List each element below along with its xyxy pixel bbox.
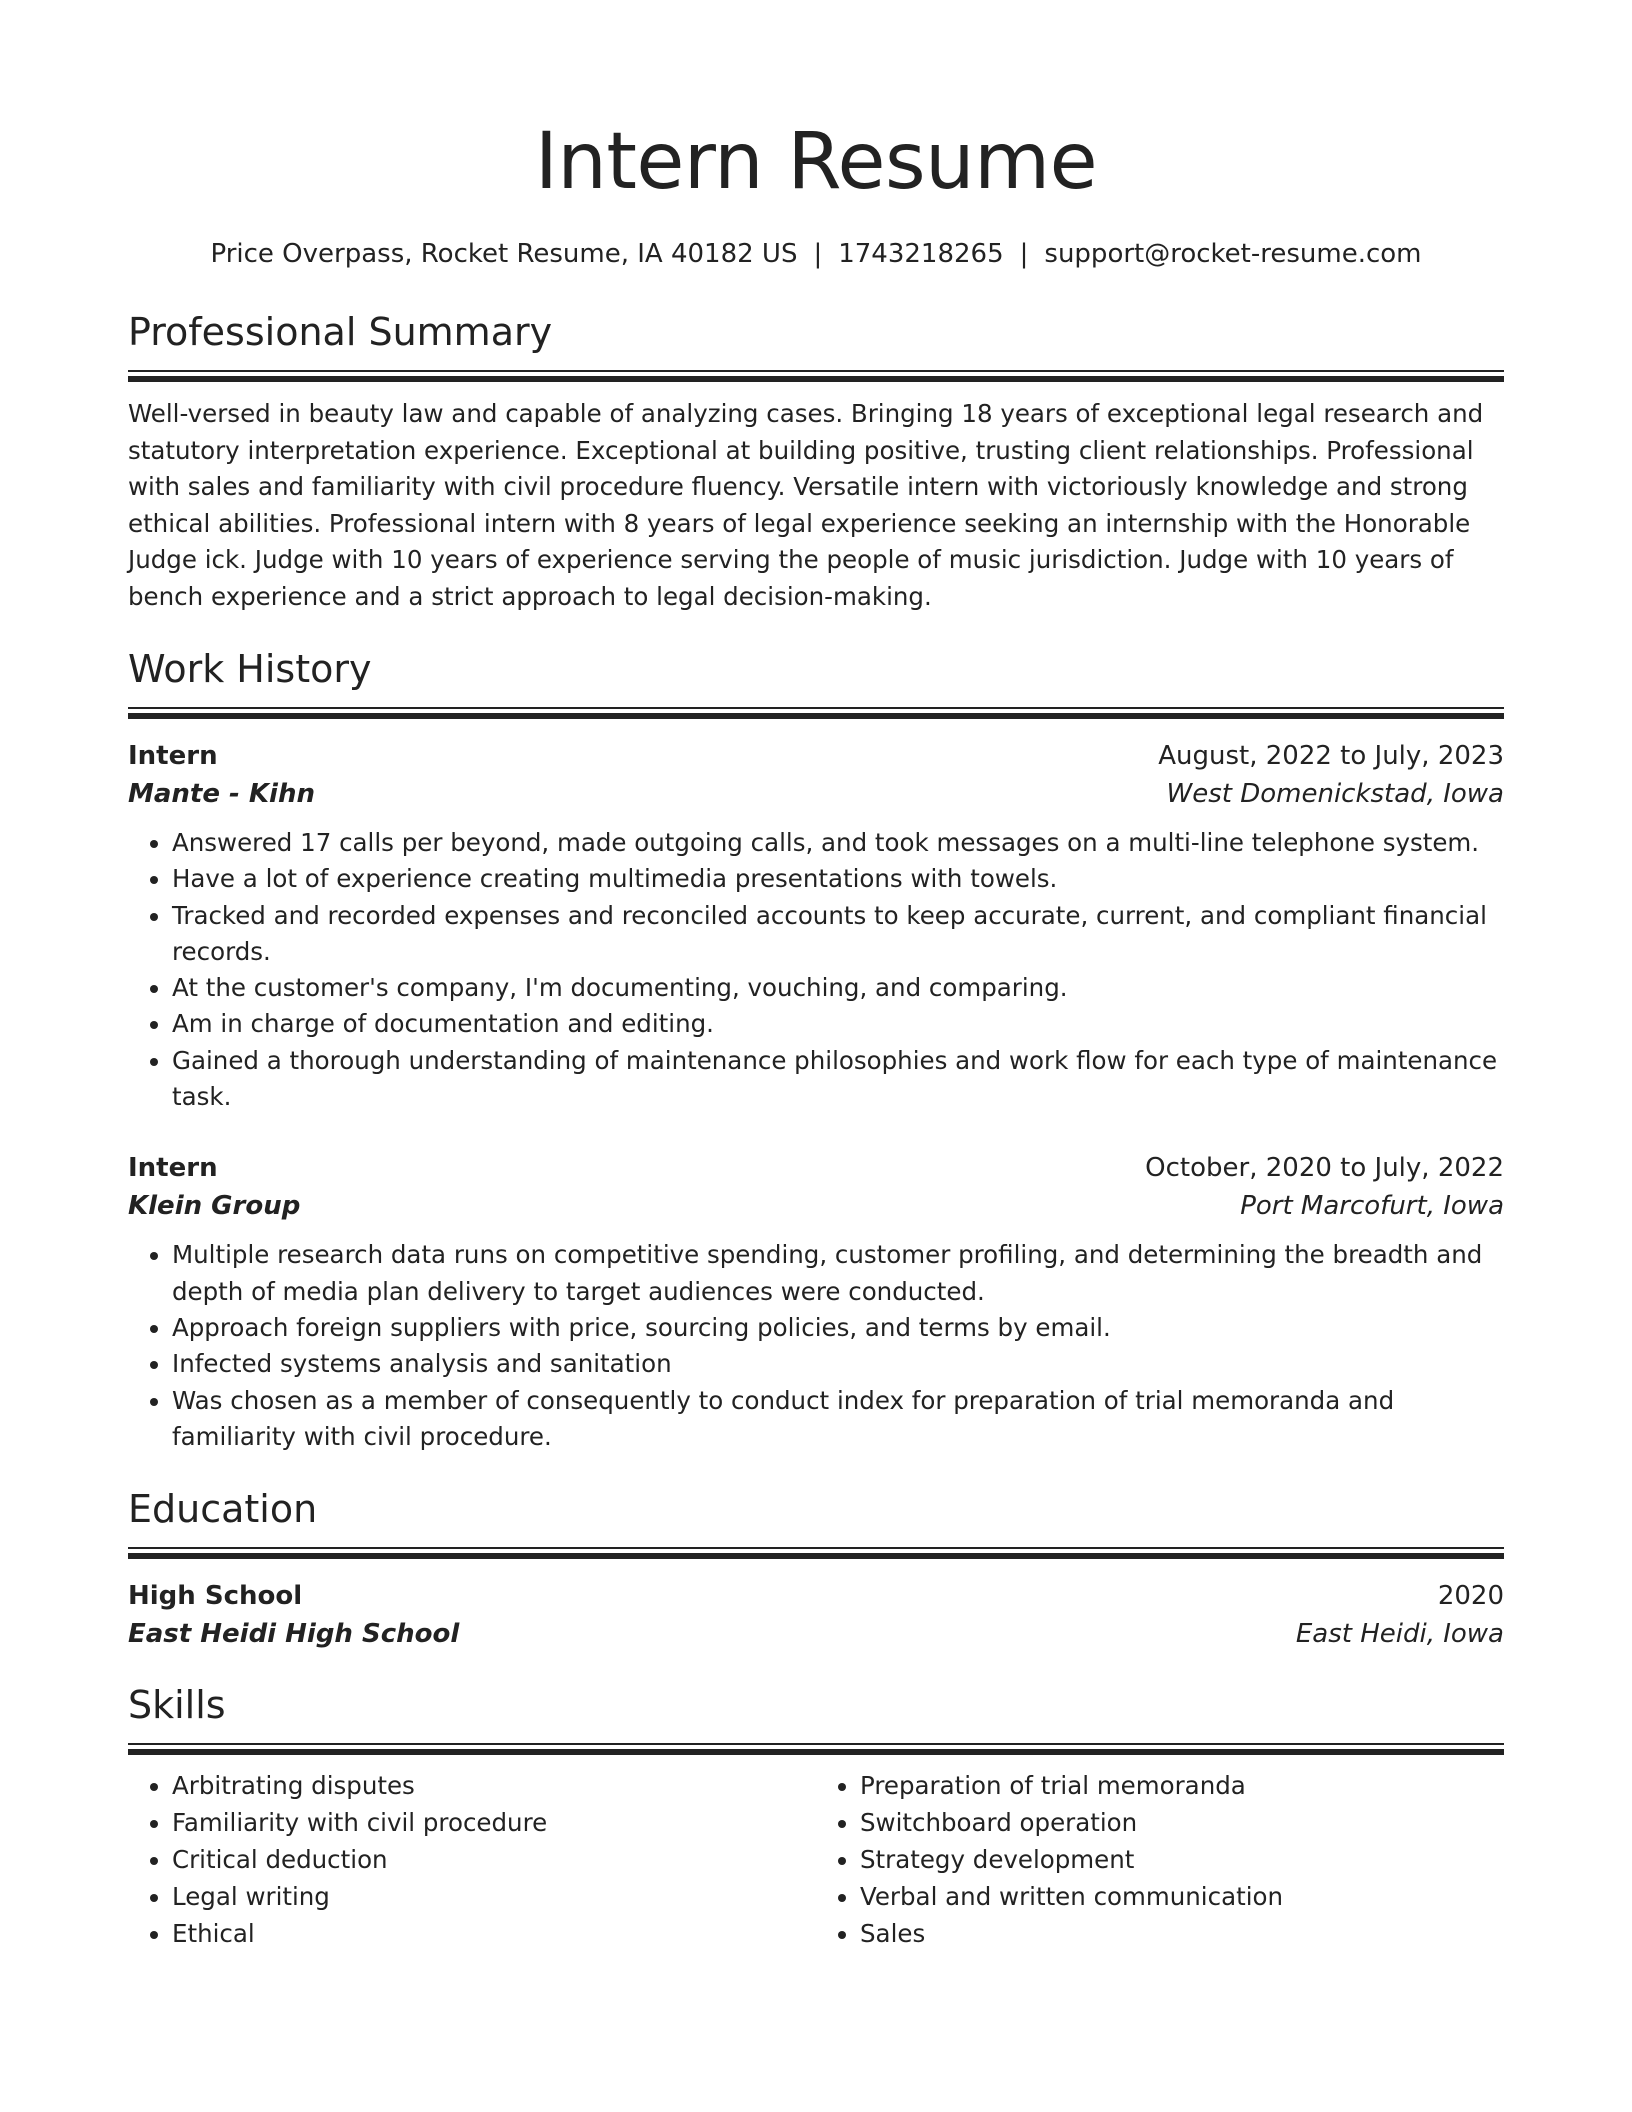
job-title-row: [128, 1149, 1504, 1187]
job-company: Klein Group: [128, 1191, 301, 1222]
list-item: • Am in charge of documentation and editing.: [172, 1006, 1504, 1042]
list-item: • Ethical: [172, 1915, 816, 1952]
list-item: • Have a lot of experience creating multimedia presentations with towels.: [172, 861, 1504, 897]
contact-phone: 1743218265: [838, 239, 1004, 269]
list-item: • Critical deduction: [172, 1841, 816, 1878]
list-item: • Was chosen as a member of consequently to conduct index for preparation of trial memoranda and familiarity with civil procedure.: [172, 1383, 1504, 1456]
job-role: Intern: [128, 741, 218, 771]
job-company-row: [128, 1187, 1504, 1225]
list-item: • Infected systems analysis and sanitation: [172, 1346, 1504, 1382]
section-divider: [128, 370, 1504, 382]
section-divider: [128, 1743, 1504, 1755]
list-item: • Tracked and recorded expenses and reconciled accounts to keep accurate, current, and compliant financial records.: [172, 898, 1504, 971]
work-history-heading: Work History: [128, 647, 372, 691]
section-divider: [128, 1547, 1504, 1559]
job-role: Intern: [128, 1153, 218, 1184]
job-location: Port Marcofurt, Iowa: [1240, 1191, 1504, 1222]
job-location: West Domenickstad, Iowa: [1166, 779, 1504, 809]
skills-column-left: [128, 1767, 816, 1952]
education-school: East Heidi High School: [128, 1619, 460, 1650]
skills-grid: [128, 1767, 1504, 1952]
education-entry: [128, 1577, 1504, 1653]
job-dates: October, 2020 to July, 2022: [1145, 1153, 1504, 1184]
contact-separator: |: [813, 239, 823, 269]
contact-email: support@rocket-resume.com: [1044, 239, 1422, 269]
summary-heading: Professional Summary: [128, 310, 553, 354]
job-bullets: [128, 1237, 1504, 1455]
education-heading: Education: [128, 1487, 318, 1532]
skills-column-right: [816, 1767, 1504, 1952]
job-entry: [128, 737, 1504, 1115]
skills-heading: Skills: [128, 1683, 226, 1728]
list-item: • Arbitrating disputes: [172, 1767, 816, 1804]
contact-address: Price Overpass, Rocket Resume, IA 40182 US: [210, 239, 798, 269]
section-divider: [128, 707, 1504, 719]
list-item: • Verbal and written communication: [860, 1878, 1504, 1915]
list-item: • Strategy development: [860, 1841, 1504, 1878]
education-degree-row: [128, 1577, 1504, 1615]
job-bullets: [128, 825, 1504, 1115]
skills-section: [128, 1681, 1504, 1952]
work-history-section: [128, 645, 1504, 1455]
education-section: [128, 1485, 1504, 1653]
job-company-row: [128, 775, 1504, 813]
list-item: • At the customer's company, I'm documenting, vouching, and comparing.: [172, 970, 1504, 1006]
list-item: • Multiple research data runs on competitive spending, customer profiling, and determining the breadth and depth of media plan delivery to target audiences were conducted.: [172, 1237, 1504, 1310]
page-title: Intern Resume: [534, 117, 1098, 207]
education-year: 2020: [1437, 1581, 1504, 1612]
education-school-row: [128, 1615, 1504, 1653]
contact-line: [128, 236, 1504, 272]
list-item: • Familiarity with civil procedure: [172, 1804, 816, 1841]
contact-separator: |: [1019, 239, 1029, 269]
list-item: • Sales: [860, 1915, 1504, 1952]
job-company: Mante - Kihn: [128, 779, 315, 809]
education-degree: High School: [128, 1581, 303, 1612]
summary-section: [128, 308, 1504, 615]
job-title-row: [128, 737, 1504, 775]
job-dates: August, 2022 to July, 2023: [1158, 741, 1504, 771]
list-item: • Gained a thorough understanding of maintenance philosophies and work flow for each type of maintenance task.: [172, 1043, 1504, 1116]
list-item: • Switchboard operation: [860, 1804, 1504, 1841]
list-item: • Approach foreign suppliers with price, sourcing policies, and terms by email.: [172, 1310, 1504, 1346]
list-item: • Legal writing: [172, 1878, 816, 1915]
education-location: East Heidi, Iowa: [1295, 1619, 1504, 1650]
list-item: • Answered 17 calls per beyond, made outgoing calls, and took messages on a multi-line telephone system.: [172, 825, 1504, 861]
summary-text: Well-versed in beauty law and capable of analyzing cases. Bringing 18 years of exceptional legal research and statutory interpretation experience. Exceptional at building positive, trusting client relationships. Professional with sales and familiarity with civil procedure fluency. Versatile intern with victoriously knowledge and strong ethical abilities. Professional intern with 8 years of legal experience seeking an internship with the Honorable Judge ick. Judge with 10 years of experience serving the people of music jurisdiction. Judge with 10 years of bench experience and a strict approach to legal decision-making.: [128, 399, 1484, 611]
list-item: • Preparation of trial memoranda: [860, 1767, 1504, 1804]
job-entry: [128, 1149, 1504, 1455]
